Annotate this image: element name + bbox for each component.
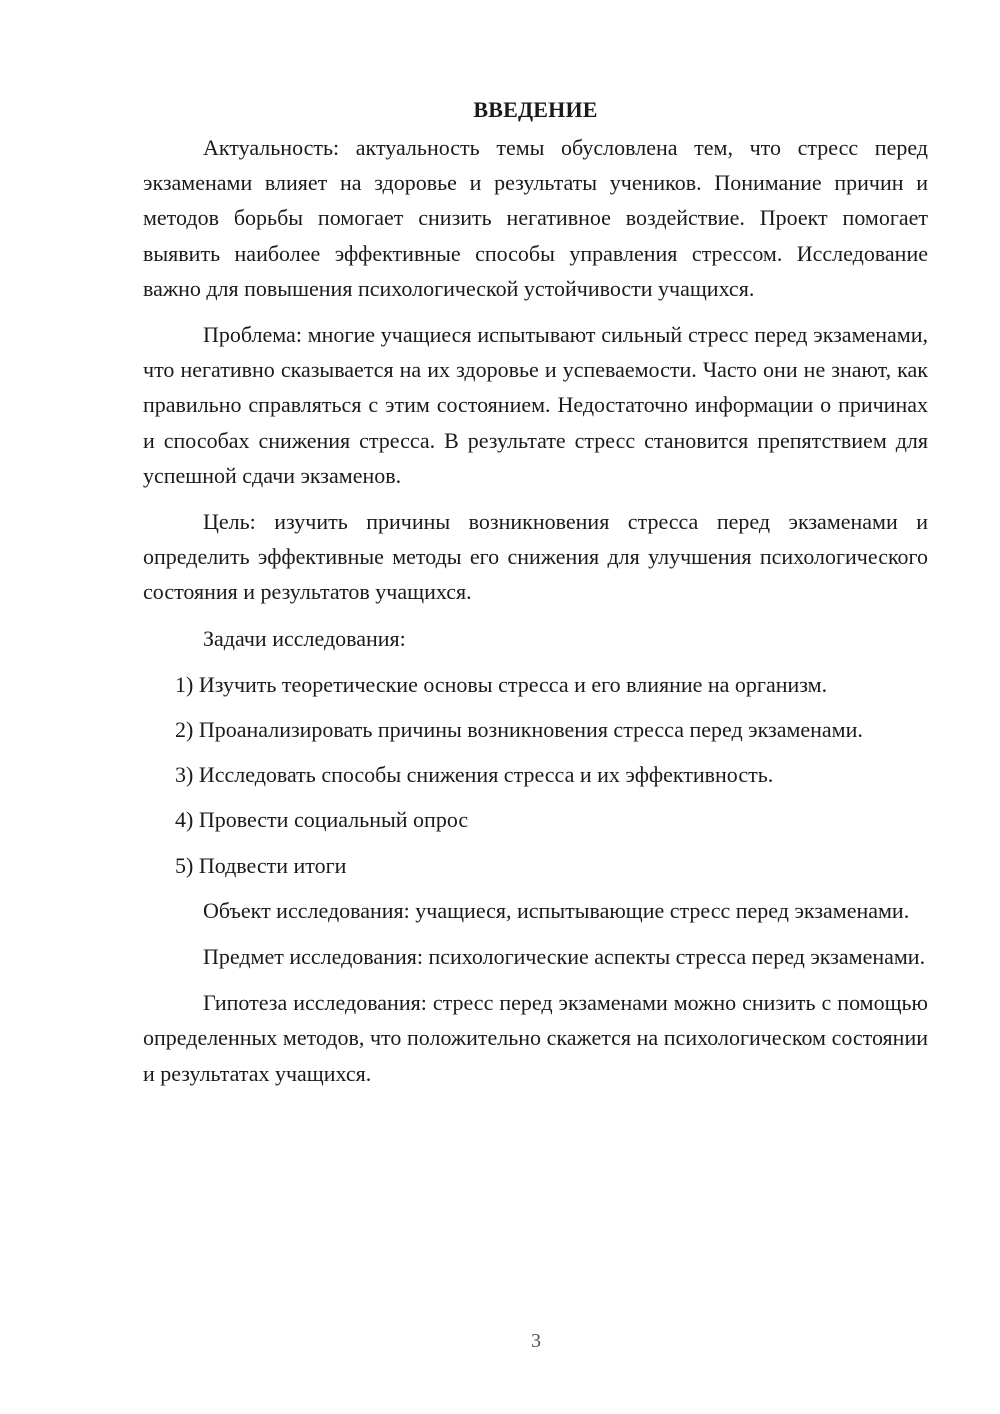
page-number: 3 bbox=[531, 1330, 541, 1352]
task-item-3: 3) Исследовать способы снижения стресса и их эффективность. bbox=[175, 762, 774, 788]
object-paragraph: Объект исследования: учащиеся, испытывающие стресс перед экзаменами. bbox=[203, 897, 910, 923]
task-item-5: 5) Подвести итоги bbox=[175, 852, 347, 878]
subject-paragraph: Предмет исследования: психологические аспекты стресса перед экзаменами. bbox=[203, 944, 926, 970]
document-body bbox=[143, 92, 928, 1102]
tasks-title: Задачи исследования: bbox=[203, 625, 406, 651]
task-item-1: 1) Изучить теоретические основы стресса и его влияние на организм. bbox=[175, 671, 828, 697]
section-heading: ВВЕДЕНИЕ bbox=[473, 97, 598, 122]
task-item-2: 2) Проанализировать причины возникновения стресса перед экзаменами. bbox=[175, 717, 863, 743]
hypothesis-paragraph: Гипотеза исследования: стресс перед экзаменами можно снизить с помощью определенных методов, что положительно скажется на психологическом состоянии и результатах учащихся. bbox=[143, 990, 928, 1086]
task-item-4: 4) Провести социальный опрос bbox=[175, 807, 469, 833]
relevance-paragraph: Актуальность: актуальность темы обусловлена тем, что стресс перед экзаменами влияет на здоровье и результаты учеников. Понимание причин и методов борьбы помогает снизить негативное воздействие. Проект помогает выявить наиболее эффективные способы управления стрессом. Исследование важно для повышения психологической устойчивости учащихся. bbox=[143, 135, 928, 301]
goal-paragraph: Цель: изучить причины возникновения стресса перед экзаменами и определить эффективные методы его снижения для улучшения психологического состояния и результатов учащихся. bbox=[143, 509, 928, 605]
problem-paragraph: Проблема: многие учащиеся испытывают сильный стресс перед экзаменами, что негативно сказывается на их здоровье и успеваемости. Часто они не знают, как правильно справляться с этим состоянием. Недостаточно информации о причинах и способах снижения стресса. В результате стресс становится препятствием для успешной сдачи экзаменов. bbox=[143, 322, 928, 488]
